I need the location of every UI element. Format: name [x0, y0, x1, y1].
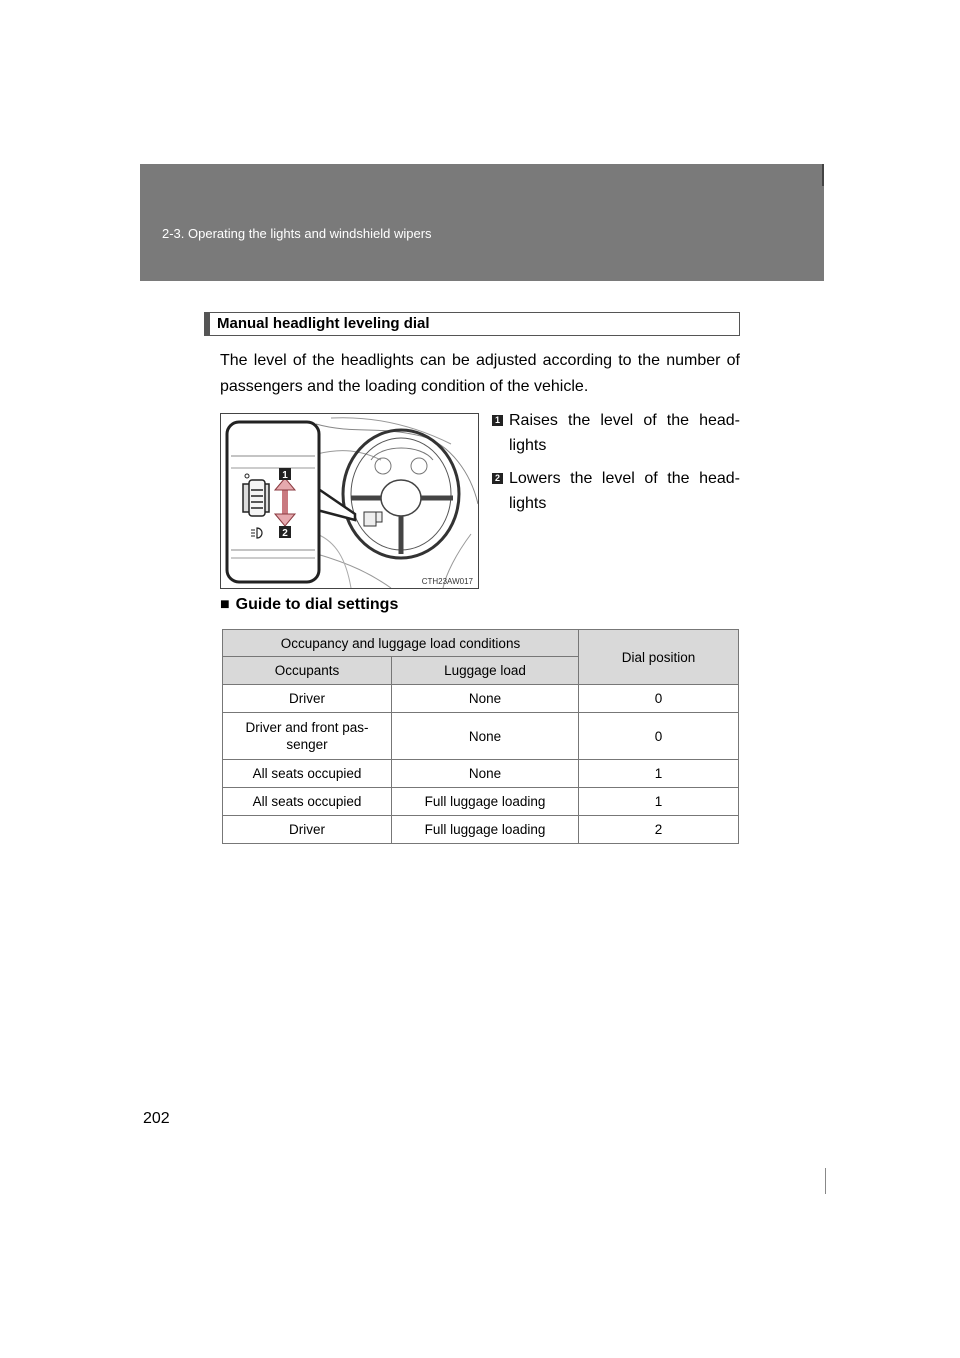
callout-item-lower	[492, 466, 740, 516]
subheading	[220, 596, 398, 614]
table-row	[223, 788, 739, 816]
figure-badge-1-label: 1	[282, 470, 288, 481]
section-title: Manual headlight leveling dial	[217, 315, 430, 332]
table-row	[223, 816, 739, 844]
subheading-text: Guide to dial settings	[235, 596, 399, 613]
crop-mark-top	[822, 164, 824, 186]
square-bullet-icon: ■	[220, 596, 230, 613]
header-dial-position: Dial position	[579, 630, 739, 685]
cell-luggage: Full luggage loading	[392, 816, 579, 844]
section-heading-bar	[205, 313, 210, 335]
section-breadcrumb: 2-3. Operating the lights and windshield wipers	[162, 226, 432, 241]
header-band	[140, 164, 824, 281]
table-row	[223, 713, 739, 760]
cell-luggage: Full luggage loading	[392, 788, 579, 816]
dial-settings-table	[222, 629, 739, 844]
cell-luggage: None	[392, 760, 579, 788]
crop-mark-bottom	[825, 1168, 826, 1194]
cell-occupants: Driver and front pas-senger	[223, 713, 392, 760]
cell-luggage: None	[392, 685, 579, 713]
headlight-dial-illustration	[220, 413, 479, 589]
callout-text-raise: Raises the level of the head-lights	[509, 412, 740, 454]
intro-paragraph: The level of the headlights can be adjusted according to the number of passengers and the loading condition of the vehicle.	[220, 352, 740, 395]
cell-occupants: Driver	[223, 685, 392, 713]
callout-text-lower: Lowers the level of the head-lights	[509, 470, 740, 512]
cell-dial: 0	[579, 713, 739, 760]
cell-luggage: None	[392, 713, 579, 760]
figure-code: CTH23AW017	[421, 577, 473, 586]
cell-occupants: Driver	[223, 816, 392, 844]
cell-dial: 2	[579, 816, 739, 844]
header-luggage-load: Luggage load	[392, 657, 579, 685]
callout-badge-2: 2	[492, 473, 503, 484]
cell-dial: 1	[579, 760, 739, 788]
figure-badge-2-label: 2	[282, 528, 288, 539]
section-heading-box	[204, 312, 740, 336]
header-occupants: Occupants	[223, 657, 392, 685]
cell-dial: 0	[579, 685, 739, 713]
callout-item-raise	[492, 408, 740, 458]
table-row	[223, 685, 739, 713]
dashboard-drawing	[221, 414, 478, 588]
cell-occupants: All seats occupied	[223, 788, 392, 816]
cell-dial: 1	[579, 788, 739, 816]
callout-list	[492, 408, 740, 524]
cell-occupants: All seats occupied	[223, 760, 392, 788]
callout-badge-1: 1	[492, 415, 503, 426]
table-row	[223, 760, 739, 788]
table-header-row	[223, 630, 739, 657]
header-load-conditions: Occupancy and luggage load conditions	[223, 630, 579, 657]
page-number: 202	[143, 1110, 170, 1127]
